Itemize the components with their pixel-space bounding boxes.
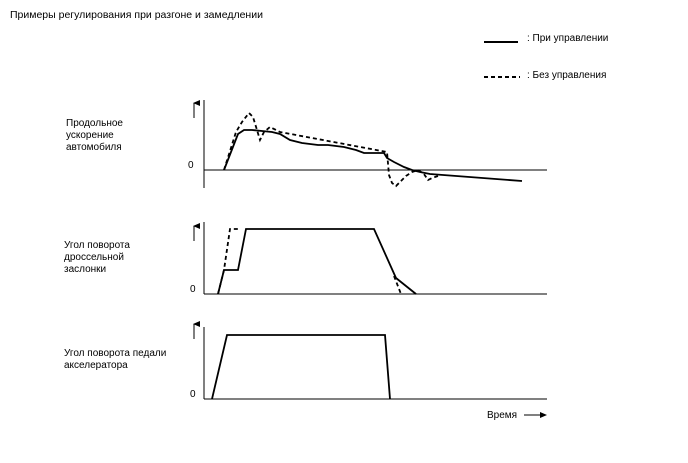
throttle-axis-label: Угол поворота дроссельной заслонки [64, 240, 130, 275]
acceleration-controlled-curve [224, 130, 522, 181]
acceleration-uncontrolled-curve [224, 113, 438, 186]
pedal-zero-label: 0 [190, 389, 196, 400]
throttle-controlled-curve [218, 229, 416, 294]
acceleration-zero-label: 0 [188, 160, 194, 171]
legend-controlled-label: : При управлении [527, 33, 609, 44]
page-title: Примеры регулирования при разгоне и замедлении [10, 9, 263, 21]
time-arrow-icon [540, 412, 547, 418]
throttle-zero-label: 0 [190, 284, 196, 295]
legend-uncontrolled-label: : Без управления [527, 70, 607, 81]
time-axis-label: Время [487, 410, 518, 421]
acceleration-axis-label: Продольное ускорение автомобиля [66, 118, 123, 153]
pedal-axis-label: Угол поворота педали акселератора [64, 348, 167, 371]
pedal-controlled-curve [212, 335, 390, 399]
